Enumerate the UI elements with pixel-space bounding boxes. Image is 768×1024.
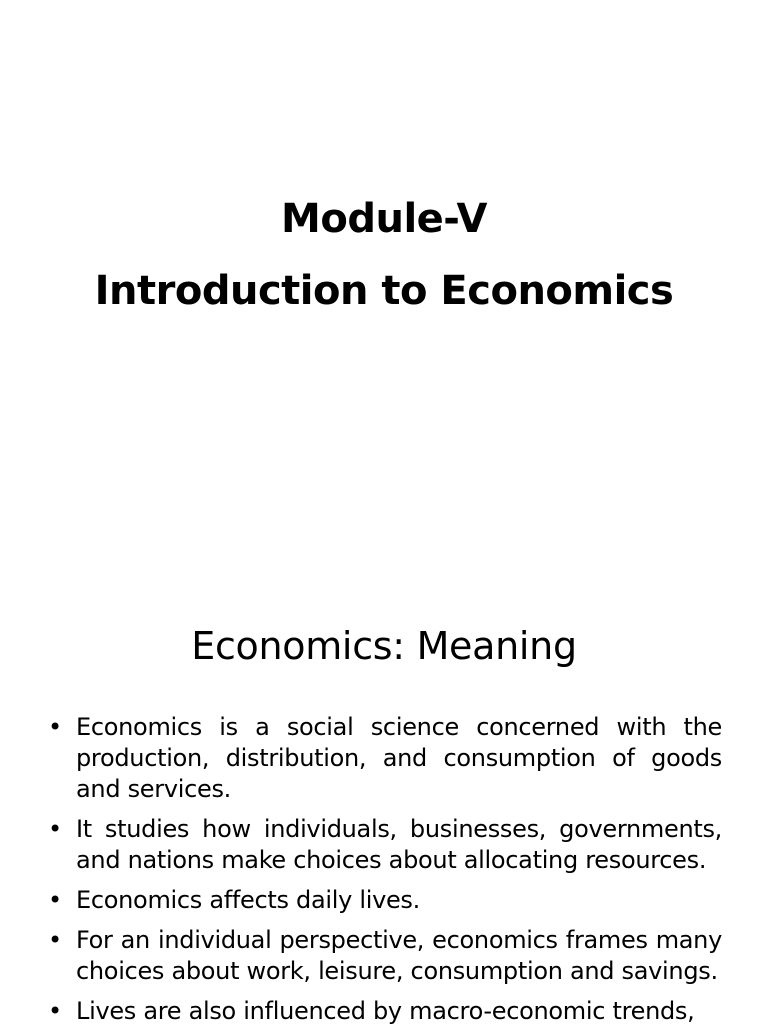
bullet-icon: •	[48, 997, 62, 1024]
bullet-icon: •	[48, 886, 62, 914]
bullet-text: For an individual perspective, economics frames many choices about work, leisure, consumption and savings.	[76, 926, 722, 985]
bullet-text: Lives are also influenced by macro-economic trends,	[76, 997, 695, 1024]
module-title: Module-V	[281, 196, 487, 242]
bullet-text: Economics affects daily lives.	[76, 886, 420, 914]
bullet-item	[48, 925, 722, 987]
bullet-item	[48, 814, 722, 876]
bullet-item	[48, 885, 722, 916]
bullet-text: Economics is a social science concerned with the production, distribution, and consumption of goods and services.	[76, 713, 722, 803]
bullet-icon: •	[48, 926, 62, 954]
bullet-icon: •	[48, 713, 62, 741]
bullet-item	[48, 712, 722, 805]
slide-heading: Economics: Meaning	[191, 624, 577, 668]
course-title: Introduction to Economics	[94, 268, 674, 314]
content-slide	[0, 580, 768, 1024]
bullet-item	[48, 996, 722, 1024]
bullet-list	[48, 712, 722, 1024]
bullet-text: It studies how individuals, businesses, governments, and nations make choices about allocating resources.	[76, 815, 722, 874]
bullet-icon: •	[48, 815, 62, 843]
